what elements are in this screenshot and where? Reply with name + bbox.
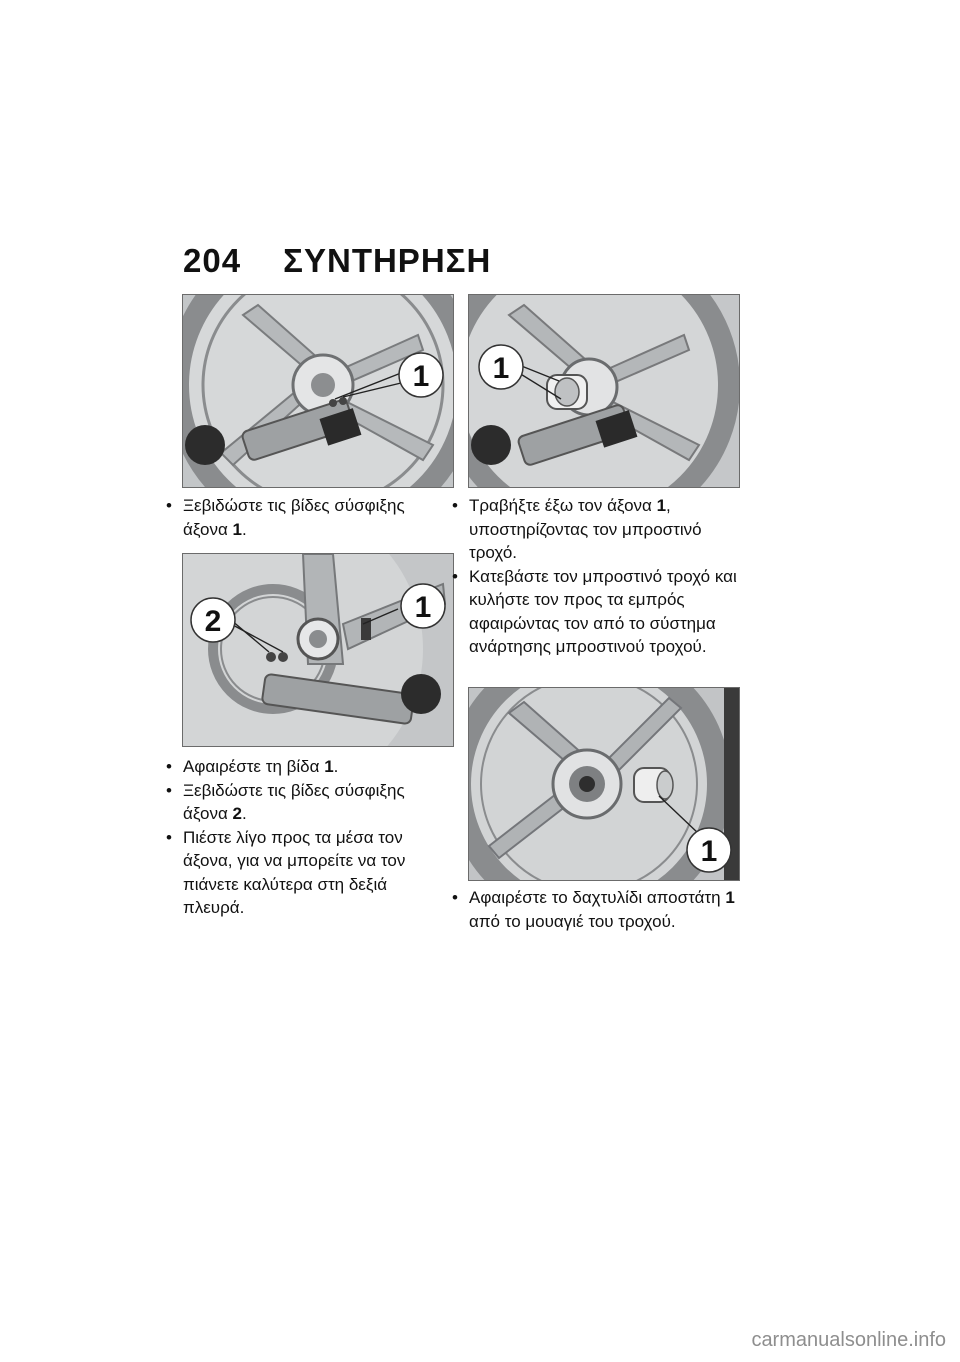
figure-1-callout-1: 1 xyxy=(412,360,430,393)
figure-3-callout-1: 1 xyxy=(414,591,432,624)
instruction-item: • Ξεβιδώστε τις βίδες σύσφιξης άξονα 2. xyxy=(163,779,438,826)
figure-1-illustration xyxy=(183,295,453,487)
left-column-block-2 xyxy=(163,755,438,920)
instruction-item: • Αφαιρέστε το δαχτυλίδι αποστάτη 1 από το μουαγιέ του τροχού. xyxy=(449,886,741,933)
instruction-item: • Τραβήξτε έξω τον άξονα 1, υποστηρίζοντας τον μπροστινό τροχό. xyxy=(449,494,741,565)
footer-watermark: carmanualsonline.info xyxy=(751,1329,946,1351)
right-column-block-1 xyxy=(449,494,741,659)
page-number: 204 xyxy=(183,242,242,279)
instruction-item: • Ξεβιδώστε τις βίδες σύσφιξης άξονα 1. xyxy=(163,494,438,541)
page-title: ΣΥΝΤΗΡΗΣΗ xyxy=(283,242,492,279)
right-column-block-2 xyxy=(449,886,741,933)
instruction-item: • Πιέστε λίγο προς τα μέσα τον άξονα, για να μπορείτε να τον πιάνετε καλύτερα στη δεξιά πλευρά. xyxy=(163,826,438,920)
figure-3-callout-2: 2 xyxy=(204,605,222,638)
figure-axle-clamp-bolts xyxy=(182,294,454,488)
figure-pull-out-axle xyxy=(468,294,740,488)
figure-3-illustration xyxy=(183,554,453,746)
figure-2-illustration xyxy=(469,295,739,487)
figure-spacer-ring xyxy=(468,687,740,881)
figure-remove-bolt xyxy=(182,553,454,747)
instruction-item: • Αφαιρέστε τη βίδα 1. xyxy=(163,755,438,779)
instruction-item: • Κατεβάστε τον μπροστινό τροχό και κυλήστε τον προς τα εμπρός αφαιρώντας τον από το σύστημα ανάρτησης μπροστινού τροχού. xyxy=(449,565,741,659)
left-column-block-1 xyxy=(163,494,438,541)
figure-4-callout-1: 1 xyxy=(700,835,718,868)
page-header xyxy=(183,242,491,280)
figure-4-illustration xyxy=(469,688,739,880)
figure-2-callout-1: 1 xyxy=(492,352,510,385)
